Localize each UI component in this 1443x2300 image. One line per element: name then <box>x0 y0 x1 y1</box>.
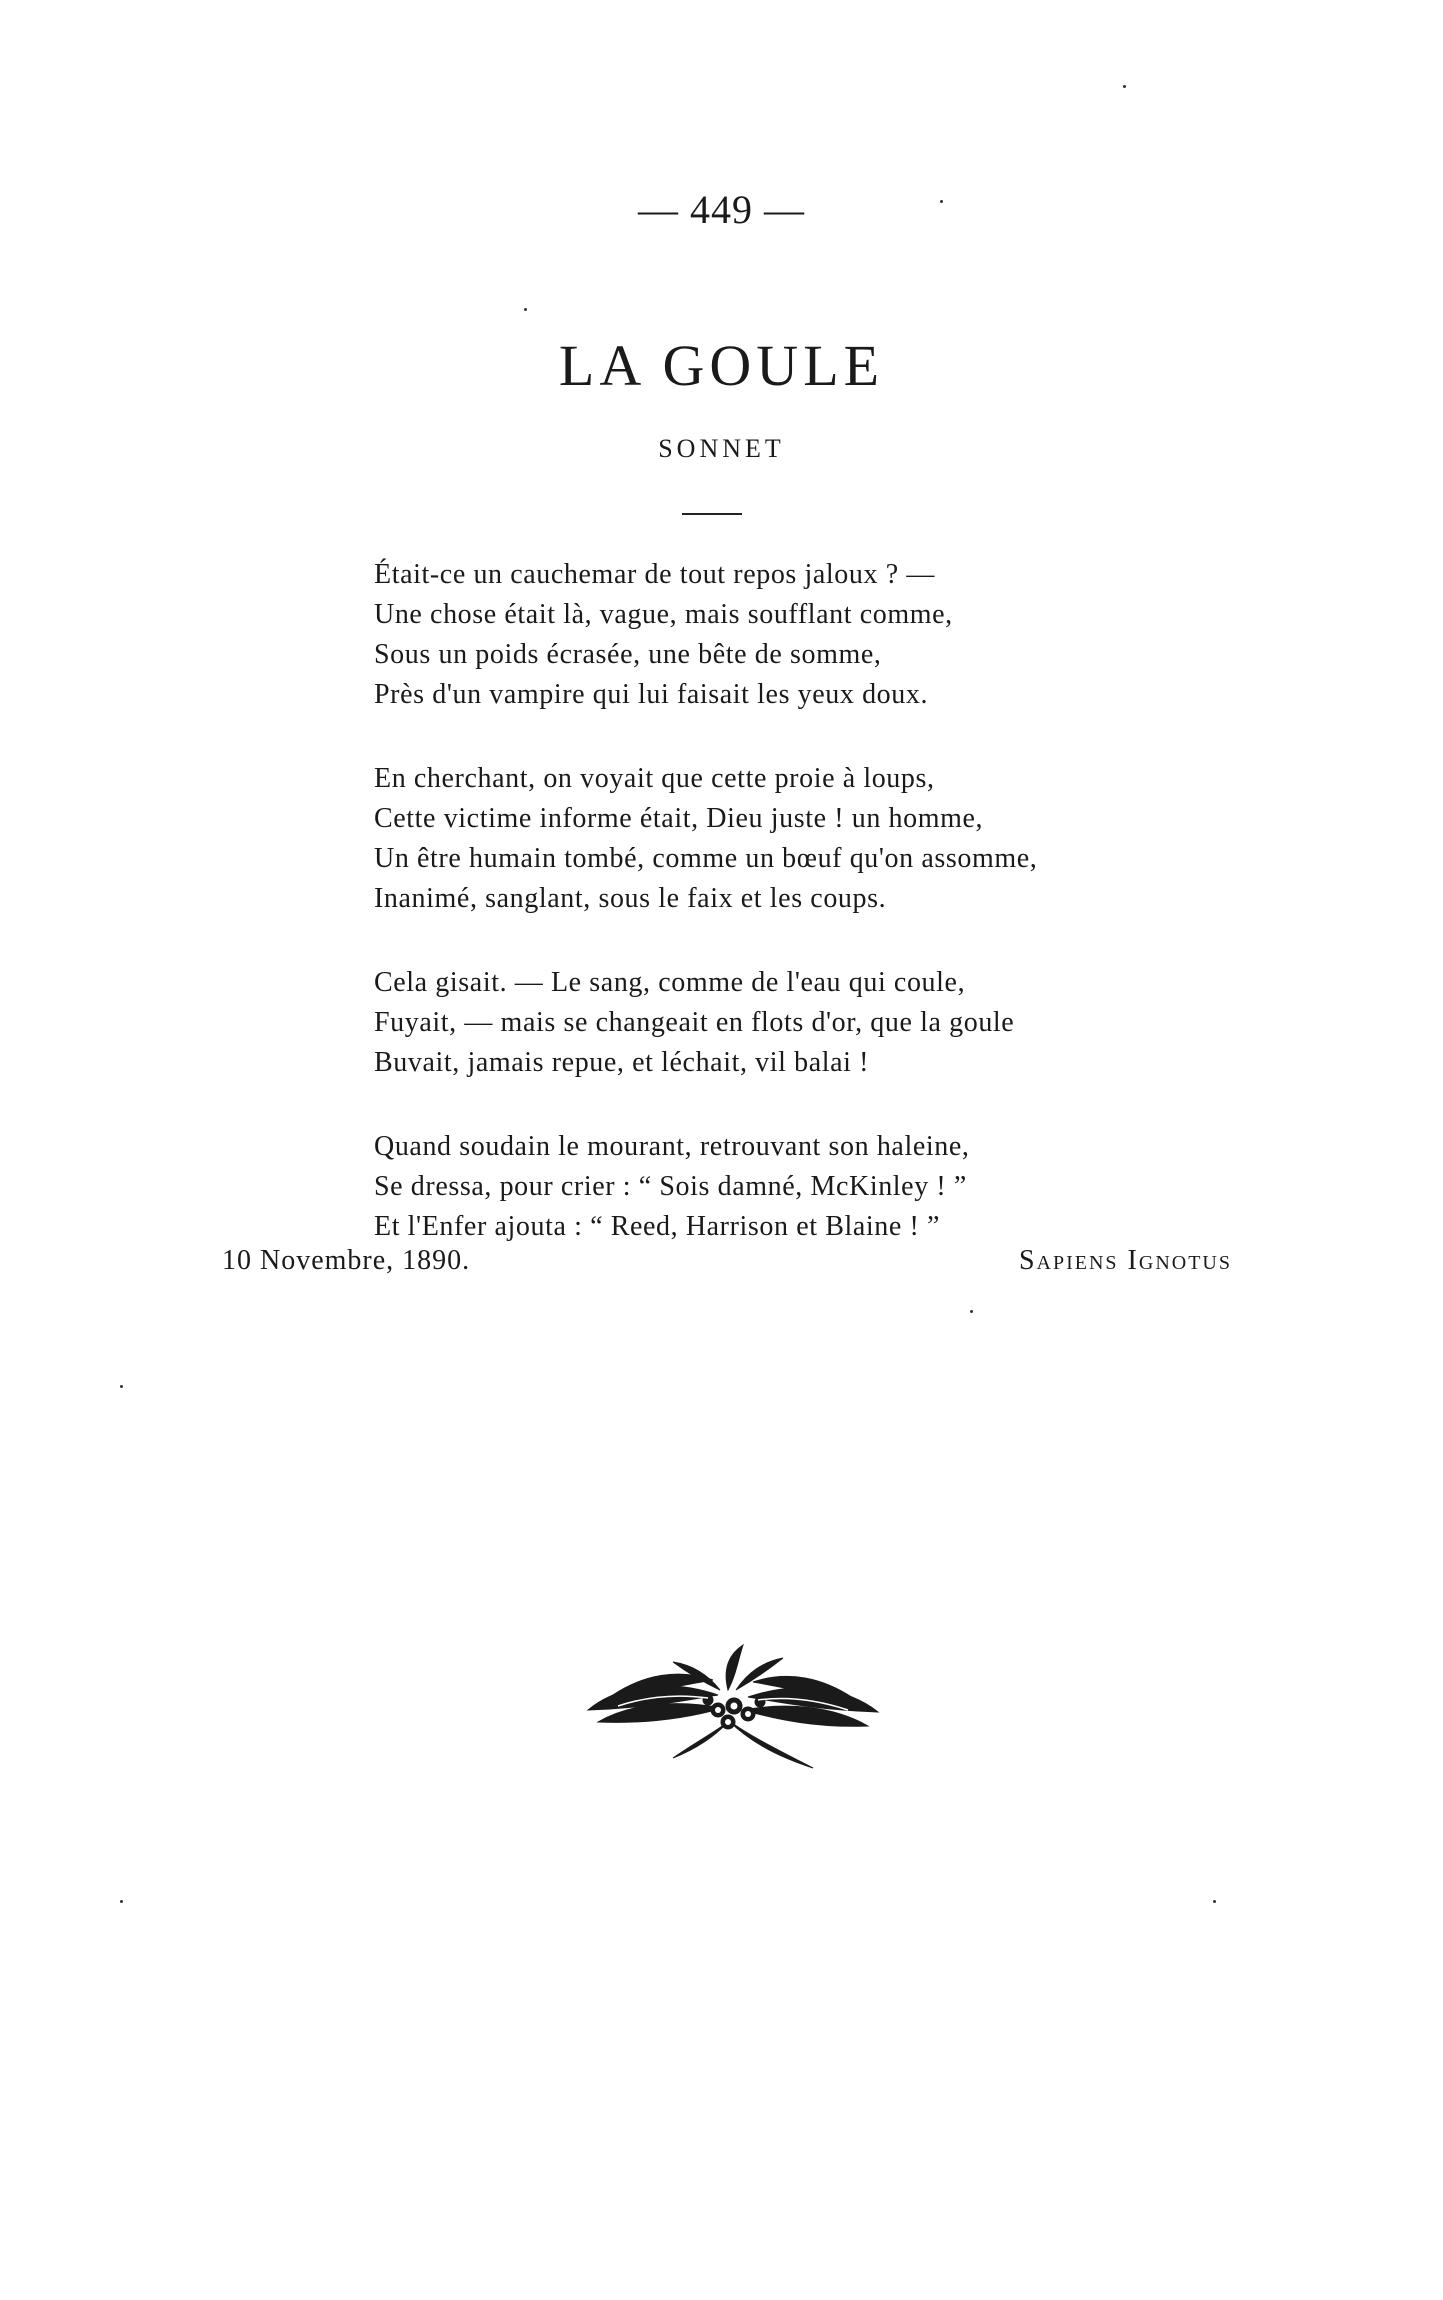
stanza-2 <box>374 759 1194 919</box>
poem-line: Inanimé, sanglant, sous le faix et les coups. <box>374 883 887 914</box>
poem-date: 10 Novembre, 1890. <box>222 1245 471 1276</box>
poem-line: Près d'un vampire qui lui faisait les yeux doux. <box>374 679 929 710</box>
poem-body <box>374 555 1194 1291</box>
scan-speck <box>120 1385 123 1388</box>
page-number: — 449 — <box>638 187 805 232</box>
stanza-3 <box>374 963 1194 1083</box>
scan-speck <box>940 200 943 203</box>
leafy-branch-ornament-icon <box>578 1640 888 1780</box>
author-signature: Sapiens Ignotus <box>1018 1245 1232 1276</box>
poem-line: Buvait, jamais repue, et léchait, vil balai ! <box>374 1047 870 1078</box>
poem-line: Cette victime informe était, Dieu juste ! un homme, <box>374 803 984 834</box>
scan-speck <box>524 308 527 311</box>
poem-line: Était-ce un cauchemar de tout repos jaloux ? — <box>374 559 935 590</box>
poem-line: Se dressa, pour crier : “ Sois damné, McKinley ! ” <box>374 1171 967 1202</box>
poem-line: Cela gisait. — Le sang, comme de l'eau qui coule, <box>374 967 966 998</box>
stanza-4 <box>374 1127 1194 1247</box>
poem-line: Fuyait, — mais se changeait en flots d'or, que la goule <box>374 1007 1015 1038</box>
title-divider <box>682 513 742 515</box>
poem-title: LA GOULE <box>558 333 885 398</box>
scan-speck <box>1213 1900 1216 1903</box>
poem-line: Sous un poids écrasée, une bête de somme, <box>374 639 882 670</box>
scan-speck <box>120 1900 123 1903</box>
scan-speck <box>1123 85 1126 88</box>
poem-line: Une chose était là, vague, mais soufflant comme, <box>374 599 953 630</box>
stanza-1 <box>374 555 1194 715</box>
poem-line: Et l'Enfer ajouta : “ Reed, Harrison et Blaine ! ” <box>374 1211 941 1242</box>
poem-line: Quand soudain le mourant, retrouvant son haleine, <box>374 1131 970 1162</box>
poem-line: Un être humain tombé, comme un bœuf qu'on assomme, <box>374 843 1038 874</box>
poem-subtitle: SONNET <box>658 434 785 463</box>
scan-speck <box>970 1310 973 1313</box>
poem-line: En cherchant, on voyait que cette proie à loups, <box>374 763 935 794</box>
